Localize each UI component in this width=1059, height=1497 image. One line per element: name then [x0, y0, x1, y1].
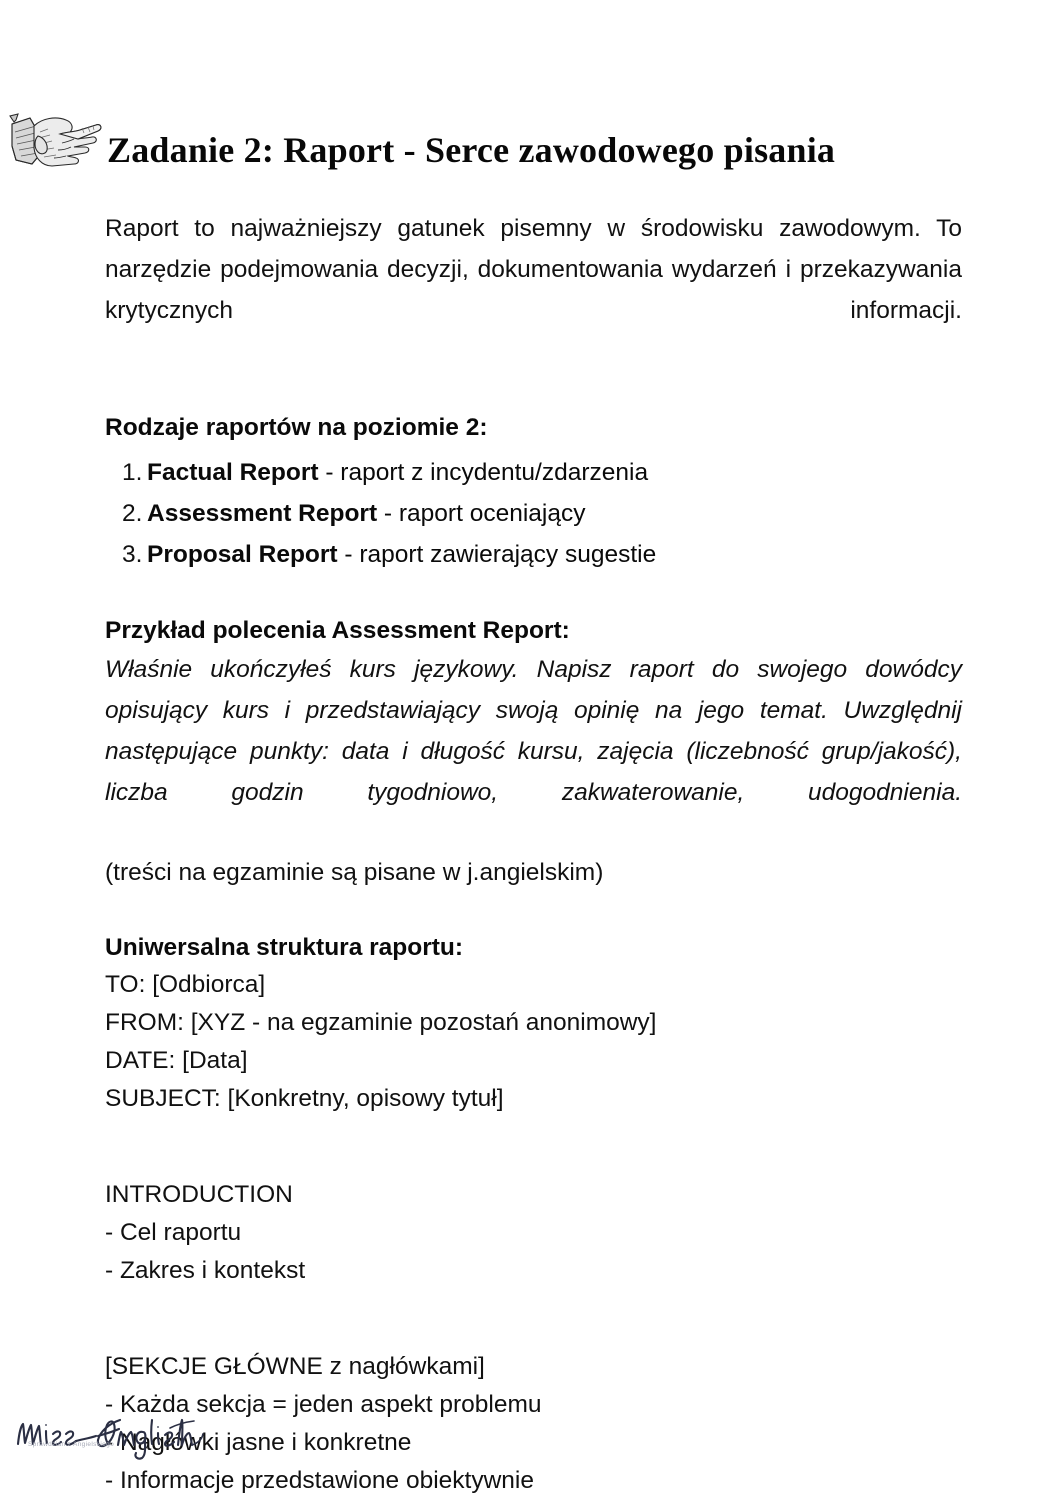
intro-paragraph: Raport to najważniejszy gatunek pisemny w środowisku zawodowym. To narzędzie podejmowania decyzji, dokumentowania wydarzeń i przekazywania krytycznych informacji.: [105, 215, 962, 324]
main-sections-bullet-2: - Nagłówki jasne i konkretne: [105, 1429, 412, 1456]
list-item-term: Proposal Report: [147, 541, 338, 568]
structure-line-subject: SUBJECT: [Konkretny, opisowy tytuł]: [105, 1085, 504, 1112]
pointing-hand-icon: [8, 102, 104, 176]
list-item: [105, 534, 962, 575]
list-item: [105, 493, 962, 534]
example-prompt-body: Właśnie ukończyłeś kurs językowy. Napisz raport do swojego dowódcy opisujący kurs i przedstawiający swoją opinię na jego temat. Uwzględnij następujące punkty: data i długość kursu, zajęcia (liczebność grup/jakość), liczba godzin tygodniowo, zakwaterowanie, udogodnienia.: [105, 656, 962, 806]
list-item-term: Assessment Report: [147, 500, 378, 527]
report-types-list: [105, 452, 962, 575]
document-body: [105, 208, 962, 1497]
list-item-term: Factual Report: [147, 459, 319, 486]
structure-line-to: TO: [Odbiorca]: [105, 971, 266, 998]
miss-english-signature-logo: [10, 1398, 240, 1478]
spacer: [105, 575, 962, 613]
introduction-bullet-2: - Zakres i kontekst: [105, 1257, 306, 1284]
main-sections-bullet-3: - Informacje przedstawione obiektywnie: [105, 1467, 534, 1494]
structure-line-date: DATE: [Data]: [105, 1047, 248, 1074]
structure-line-from: FROM: [XYZ - na egzaminie pozostań anonimowy]: [105, 1009, 657, 1036]
page-title: Zadanie 2: Raport - Serce zawodowego pisania: [107, 130, 836, 171]
spacer: [105, 1290, 962, 1328]
list-item-desc: - raport zawierający sugestie: [337, 541, 657, 568]
example-prompt-note: (treści na egzaminie są pisane w j.angielskim): [105, 859, 604, 886]
introduction-heading: INTRODUCTION: [105, 1181, 293, 1208]
list-marker: 2.: [122, 500, 143, 527]
list-item: [105, 452, 962, 493]
list-marker: 3.: [122, 541, 143, 568]
example-prompt-heading: Przykład polecenia Assessment Report:: [105, 617, 570, 644]
spacer: [105, 1156, 962, 1176]
list-marker: 1.: [122, 459, 143, 486]
spacer: [105, 372, 962, 410]
main-sections-heading: [SEKCJE GŁÓWNE z nagłówkami]: [105, 1353, 485, 1380]
document-header: [0, 98, 1000, 171]
spacer: [105, 892, 962, 930]
main-sections-bullet-1: - Każda sekcja = jeden aspekt problemu: [105, 1391, 542, 1418]
report-types-heading: Rodzaje raportów na poziomie 2:: [105, 414, 488, 441]
spacer: [105, 1118, 962, 1156]
signature-subtitle: Sprawdzian z Angielskiego: [28, 1441, 115, 1448]
spacer: [105, 1328, 962, 1348]
introduction-bullet-1: - Cel raportu: [105, 1219, 242, 1246]
list-item-desc: - raport z incydentu/zdarzenia: [318, 459, 649, 486]
structure-heading: Uniwersalna struktura raportu:: [105, 934, 464, 961]
list-item-desc: - raport oceniający: [377, 500, 586, 527]
